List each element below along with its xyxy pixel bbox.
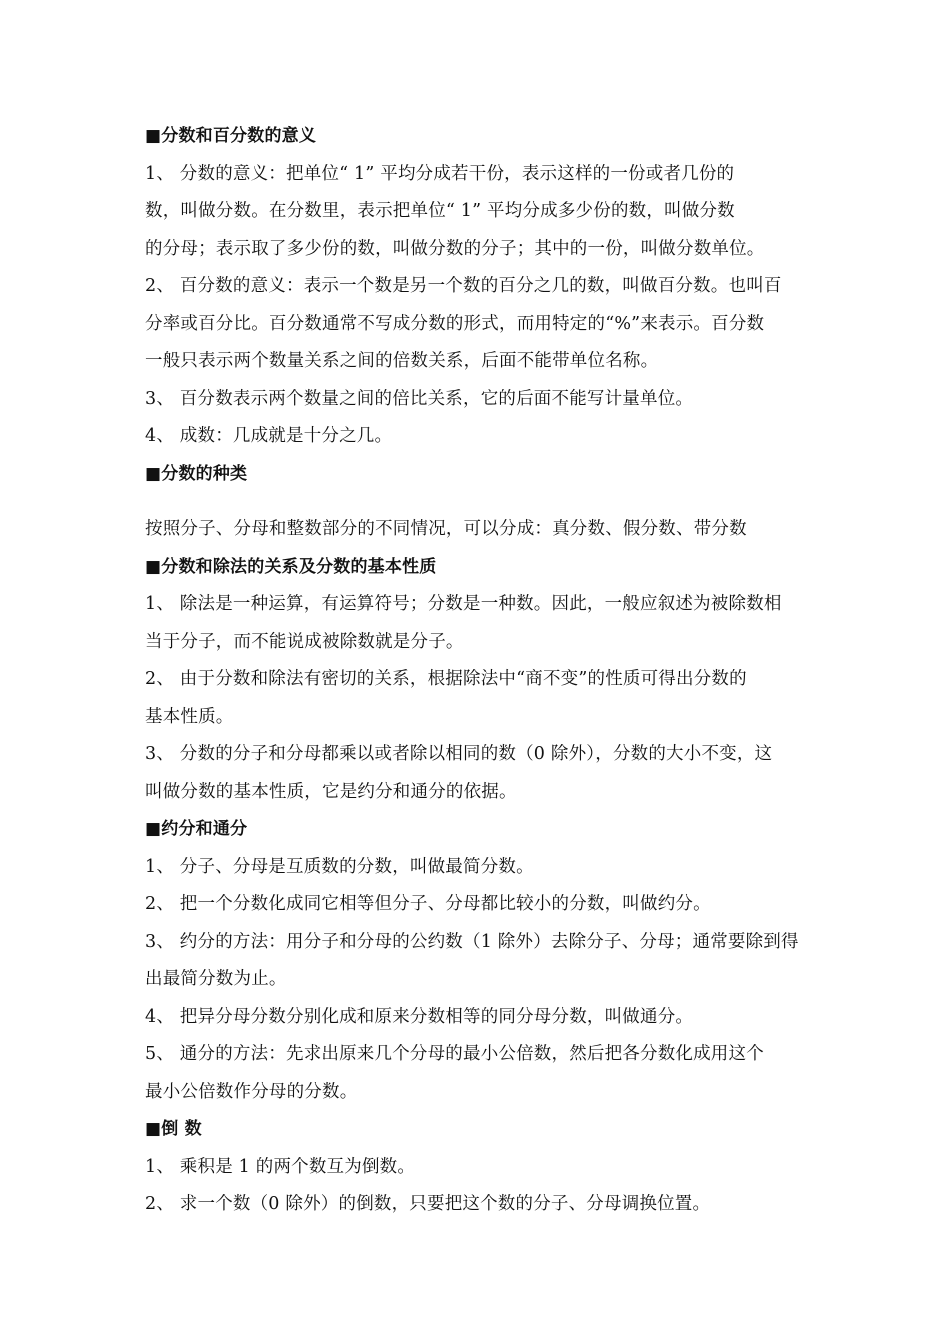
paragraph-line: 3、 百分数表示两个数量之间的倍比关系，它的后面不能写计量单位。 (145, 388, 694, 409)
paragraph-line: 1、 分数的意义：把单位“ 1” 平均分成若干份，表示这样的一份或者几份的 (145, 163, 735, 184)
paragraph-line: 2、 求一个数（0 除外）的倒数，只要把这个数的分子、分母调换位置。 (145, 1194, 711, 1214)
paragraph-line: 1、 分子、分母是互质数的分数，叫做最简分数。 (145, 856, 534, 877)
paragraph-line: 4、 成数：几成就是十分之几。 (145, 426, 393, 446)
paragraph-line: 2、 把一个分数化成同它相等但分子、分母都比较小的分数，叫做约分。 (145, 894, 711, 914)
paragraph-line: 一般只表示两个数量关系之间的倍数关系，后面不能带单位名称。 (145, 351, 659, 371)
section-heading-fraction-division: ■分数和除法的关系及分数的基本性质 (145, 556, 437, 577)
paragraph-line: 2、 由于分数和除法有密切的关系，根据除法中“商不变”的性质可得出分数的 (145, 669, 747, 689)
paragraph-line: 最小公倍数作分母的分数。 (145, 1081, 358, 1102)
paragraph-line: 5、 通分的方法：先求出原来几个分母的最小公倍数，然后把各分数化成用这个 (145, 1044, 764, 1064)
paragraph-line: 分率或百分比。百分数通常不写成分数的形式，而用特定的“%”来表示。百分数 (145, 313, 765, 334)
section-heading-fraction-types: ■分数的种类 (145, 463, 248, 484)
paragraph-line: 4、 把异分母分数分别化成和原来分数相等的同分母分数，叫做通分。 (145, 1006, 694, 1027)
section-heading-reduction-common-denominator: ■约分和通分 (145, 819, 248, 839)
paragraph-line: 3、 约分的方法：用分子和分母的公约数（1 除外）去除分子、分母；通常要除到得 (145, 931, 799, 952)
paragraph-line: 当于分子，而不能说成被除数就是分子。 (145, 631, 464, 652)
section-heading-reciprocal: ■倒 数 (145, 1119, 202, 1139)
paragraph-line: 2、 百分数的意义：表示一个数是另一个数的百分之几的数，叫做百分数。也叫百 (145, 276, 782, 296)
paragraph-line: 1、 除法是一种运算，有运算符号；分数是一种数。因此，一般应叙述为被除数相 (145, 594, 782, 614)
paragraph-line: 1、 乘积是 1 的两个数互为倒数。 (145, 1156, 416, 1177)
paragraph-line: 3、 分数的分子和分母都乘以或者除以相同的数（0 除外），分数的大小不变，这 (145, 744, 773, 764)
section-heading-fraction-meaning: ■分数和百分数的意义 (145, 126, 317, 146)
spacer (145, 493, 815, 511)
paragraph-line: 数，叫做分数。在分数里，表示把单位“ 1” 平均分成多少份的数，叫做分数 (145, 201, 735, 221)
paragraph-line: 出最简分数为止。 (145, 969, 287, 989)
document-page (145, 118, 815, 1224)
paragraph-line: 的分母；表示取了多少份的数，叫做分数的分子；其中的一份，叫做分数单位。 (145, 238, 765, 259)
paragraph-line: 按照分子、分母和整数部分的不同情况，可以分成：真分数、假分数、带分数 (145, 519, 747, 539)
paragraph-line: 基本性质。 (145, 706, 234, 727)
paragraph-line: 叫做分数的基本性质，它是约分和通分的依据。 (145, 781, 517, 802)
